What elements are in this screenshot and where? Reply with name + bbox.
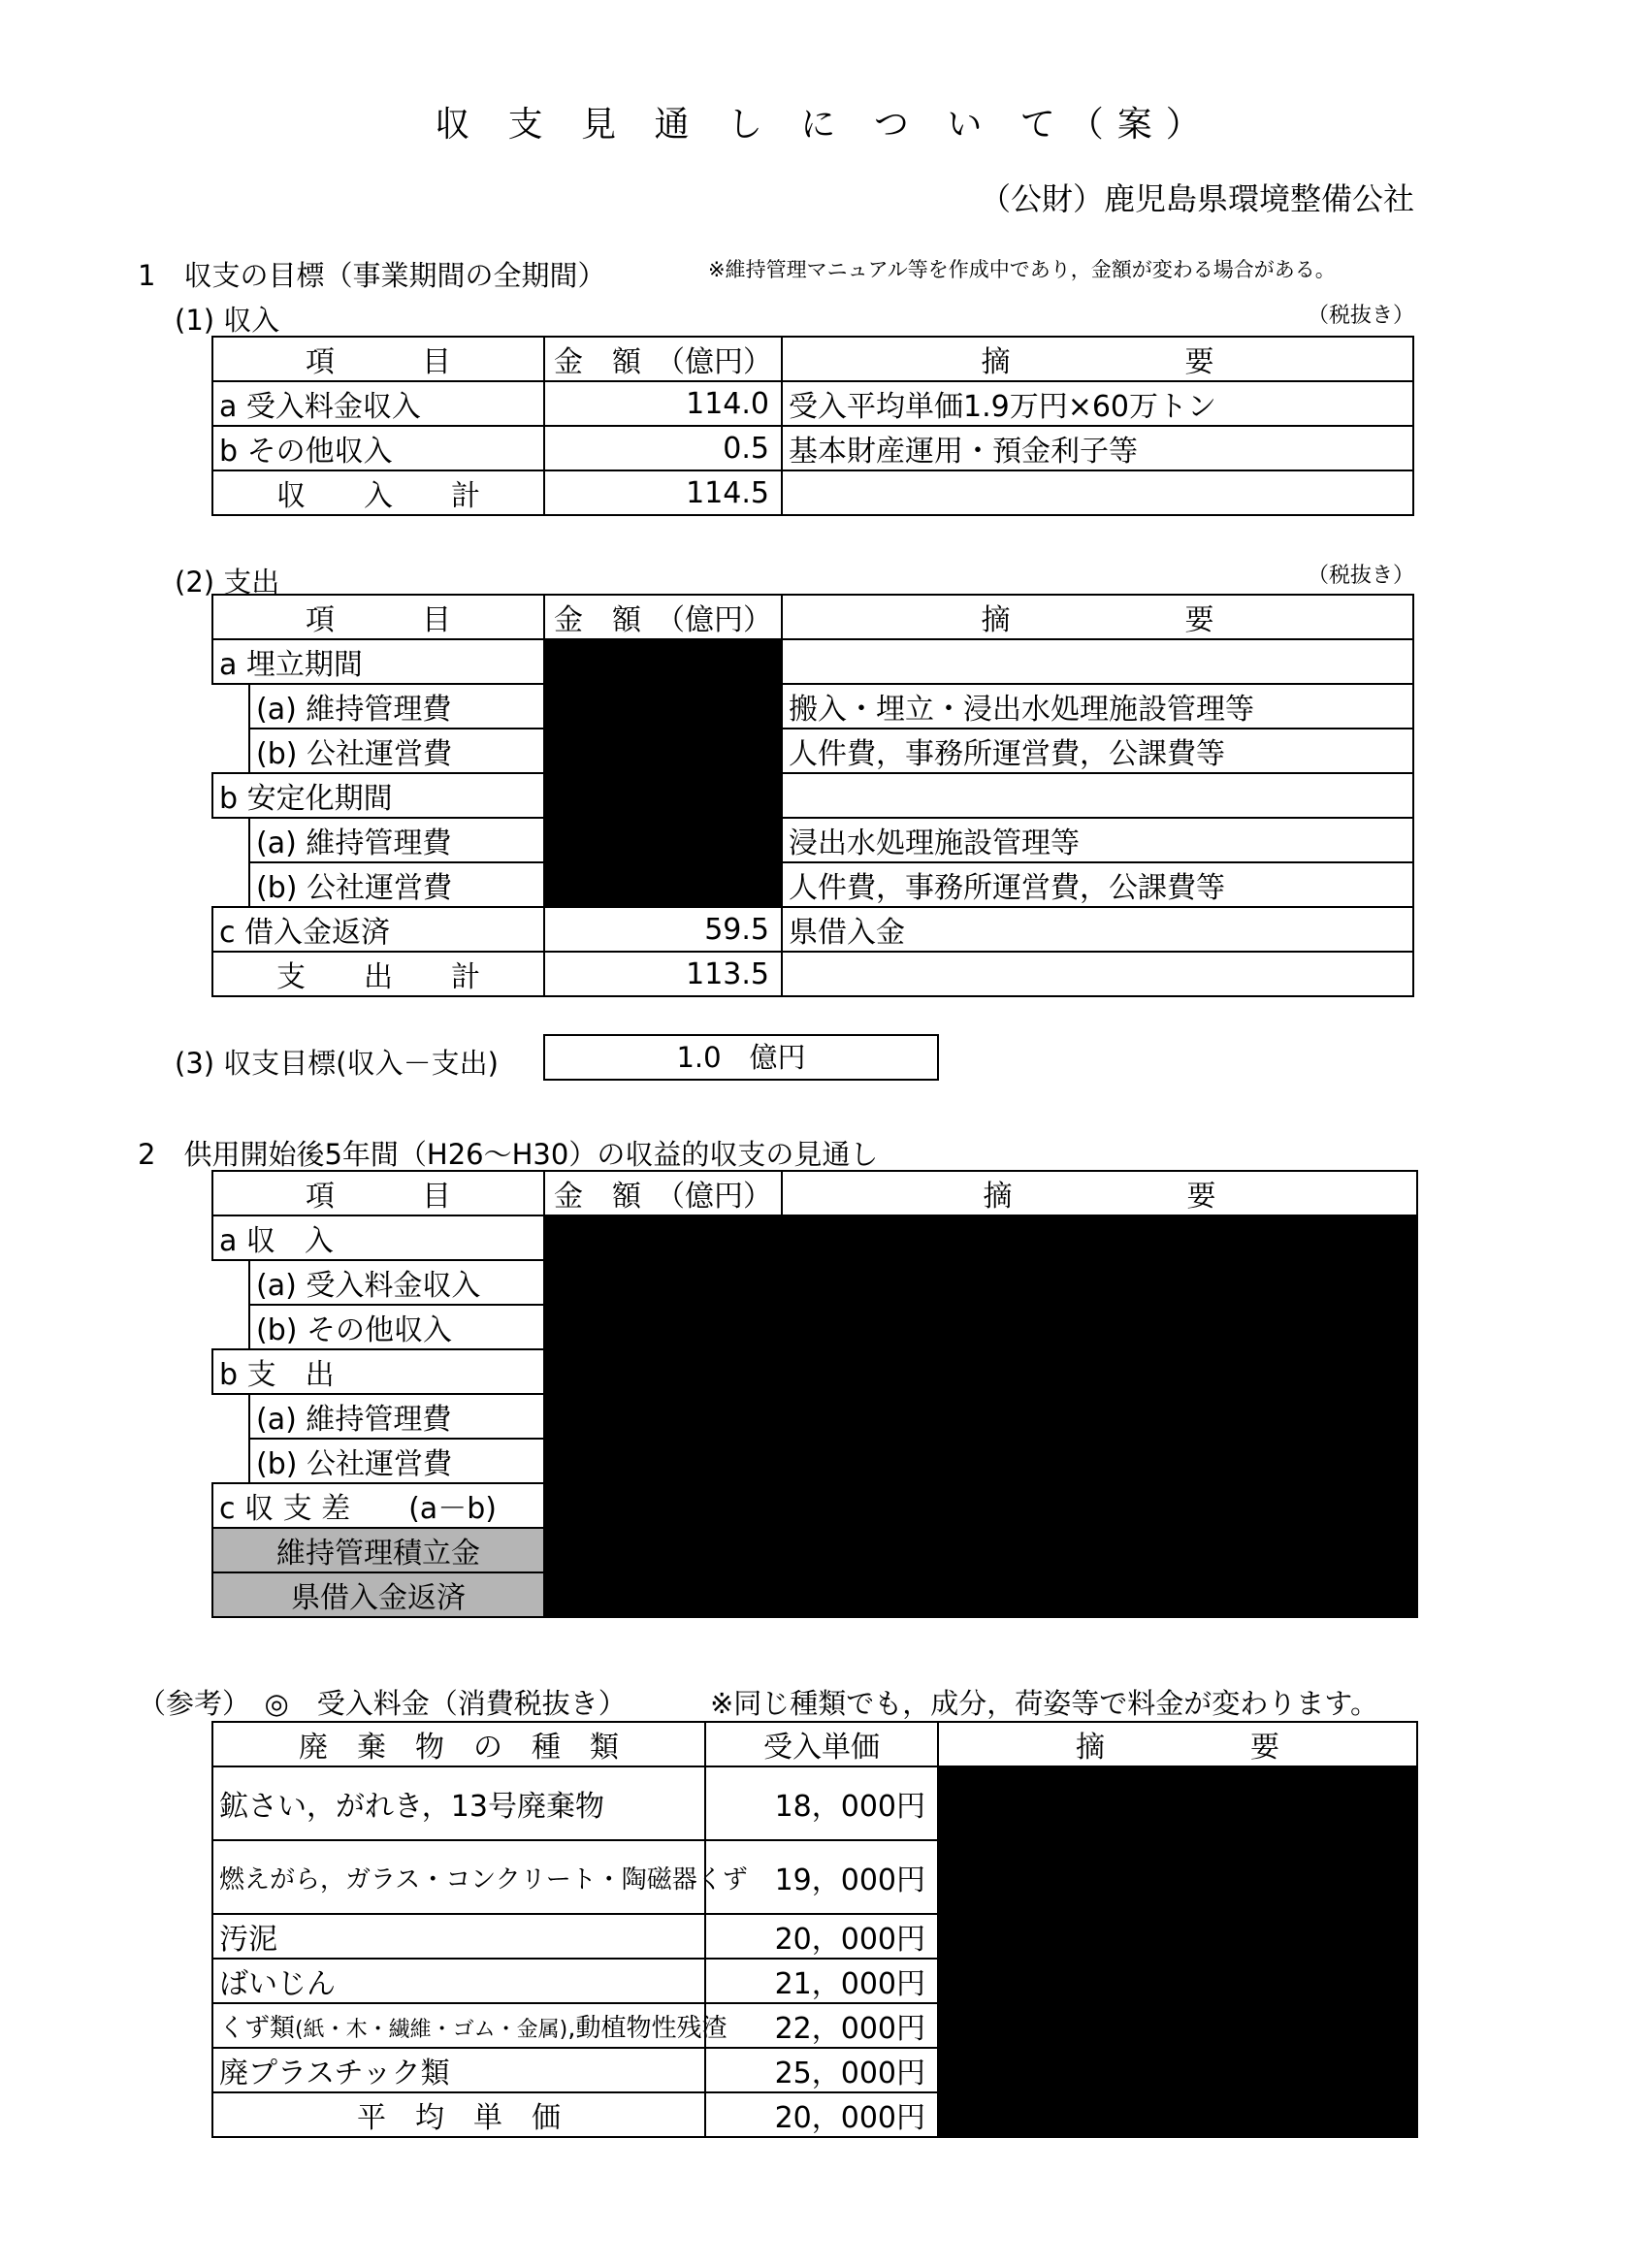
expense-summary: [782, 773, 1413, 818]
outlook-item: (a) 維持管理費: [249, 1394, 544, 1439]
header-summary: 摘 要: [782, 595, 1413, 639]
waste-type-main: くず類: [219, 2013, 296, 2043]
redacted-block: [938, 1766, 1417, 2137]
outlook-item: (b) その他収入: [249, 1305, 544, 1349]
expense-total-label: 支 出 計: [212, 952, 544, 996]
waste-type: 廃プラスチック類: [212, 2048, 705, 2092]
unit-price: 22，000円: [705, 2003, 938, 2048]
fee-table: [211, 1721, 1418, 2138]
expense-summary: 搬入・埋立・浸出水処理施設管理等: [782, 684, 1413, 729]
expense-item: b 安定化期間: [212, 773, 544, 818]
waste-type-detail: (紙・木・繊維・ゴム・金属): [295, 2017, 568, 2042]
expense-summary: 県借入金: [782, 907, 1413, 952]
expense-item: (a) 維持管理費: [249, 818, 544, 862]
table-row: [212, 729, 1413, 773]
expense-item: a 埋立期間: [212, 639, 544, 684]
outlook-item: c 収 支 差 (a－b): [212, 1483, 544, 1528]
waste-type: 燃えがら，ガラス・コンクリート・陶磁器くず: [212, 1840, 705, 1914]
table-row: [212, 773, 1413, 818]
income-tax-note: （税抜き）: [1308, 304, 1415, 328]
table-row: [212, 381, 1413, 426]
balance-value: 1.0 億円: [543, 1034, 939, 1081]
redacted-block: [544, 773, 782, 907]
outlook-item-shaded: 維持管理積立金: [212, 1528, 544, 1572]
income-table: [211, 336, 1414, 516]
unit-price: 19，000円: [705, 1840, 938, 1914]
section1-heading: 1 収支の目標（事業期間の全期間）: [138, 259, 606, 292]
section1-note: ※維持管理マニュアル等を作成中であり，金額が変わる場合がある。: [708, 258, 1336, 281]
redacted-block: [544, 639, 782, 773]
expense-item: (a) 維持管理費: [249, 684, 544, 729]
average-price-label: 平 均 単 価: [212, 2092, 705, 2137]
organization-name: （公財）鹿児島県環境整備公社: [979, 180, 1414, 217]
outlook-item-shaded: 県借入金返済: [212, 1572, 544, 1617]
income-summary: 受入平均単価1.9万円×60万トン: [782, 381, 1413, 426]
waste-type: 汚泥: [212, 1914, 705, 1959]
redacted-block: [782, 1215, 1417, 1617]
income-summary: 基本財産運用・預金利子等: [782, 426, 1413, 470]
outlook-table: [211, 1170, 1418, 1618]
table-row: [212, 818, 1413, 862]
header-amount: 金 額 （億円）: [544, 595, 782, 639]
expense-summary: 人件費，事務所運営費，公課費等: [782, 862, 1413, 907]
expense-heading: (2) 支出: [175, 566, 280, 599]
outlook-item: (a) 受入料金収入: [249, 1260, 544, 1305]
waste-type: [212, 2003, 728, 2048]
income-amount: 114.0: [544, 381, 782, 426]
unit-price: 21，000円: [705, 1959, 938, 2003]
unit-price: 25，000円: [705, 2048, 938, 2092]
income-total-label: 収 入 計: [212, 470, 544, 515]
header-amount: 金 額 （億円）: [544, 1171, 782, 1215]
expense-total-amount: 113.5: [544, 952, 782, 996]
header-item: 項 目: [212, 337, 544, 381]
table-row: [212, 952, 1413, 996]
income-amount: 0.5: [544, 426, 782, 470]
outlook-item: (b) 公社運営費: [249, 1439, 544, 1483]
page-title: 収 支 見 通 し に つ い て（案）: [435, 105, 1214, 145]
waste-type: ばいじん: [212, 1959, 705, 2003]
expense-item: c 借入金返済: [212, 907, 544, 952]
header-waste-type: 廃 棄 物 の 種 類: [212, 1722, 705, 1766]
table-row: [212, 1766, 1417, 1840]
header-item: 項 目: [212, 1171, 544, 1215]
expense-amount: 59.5: [544, 907, 782, 952]
table-row: [212, 684, 1413, 729]
outlook-item: b 支 出: [212, 1349, 544, 1394]
table-row: [212, 907, 1413, 952]
table-row: [212, 862, 1413, 907]
income-item: b その他収入: [212, 426, 544, 470]
redacted-block: [544, 1215, 782, 1617]
waste-type: 鉱さい，がれき，13号廃棄物: [212, 1766, 705, 1840]
header-summary: 摘 要: [782, 1171, 1417, 1215]
header-summary: 摘 要: [782, 337, 1413, 381]
expense-item: (b) 公社運営費: [249, 862, 544, 907]
expense-summary: [782, 639, 1413, 684]
expense-item: (b) 公社運営費: [249, 729, 544, 773]
income-summary: [782, 470, 1413, 515]
income-heading: (1) 収入: [175, 304, 280, 337]
header-unit-price: 受入単価: [705, 1722, 938, 1766]
reference-note: ※同じ種類でも，成分，荷姿等で料金が変わります。: [710, 1687, 1378, 1720]
outlook-item: a 収 入: [212, 1215, 544, 1260]
balance-label: (3) 収支目標(収入－支出): [175, 1047, 499, 1080]
expense-tax-note: （税抜き）: [1308, 564, 1415, 588]
section2-heading: 2 供用開始後5年間（H26～H30）の収益的収支の見通し: [138, 1138, 879, 1171]
expense-summary: 浸出水処理施設管理等: [782, 818, 1413, 862]
expense-summary: 人件費，事務所運営費，公課費等: [782, 729, 1413, 773]
expense-summary: [782, 952, 1413, 996]
table-row: [212, 1215, 1417, 1260]
table-row: [212, 639, 1413, 684]
table-row: [212, 470, 1413, 515]
expense-table: [211, 594, 1414, 997]
income-item: a 受入料金収入: [212, 381, 544, 426]
header-amount: 金 額 （億円）: [544, 337, 782, 381]
income-total-amount: 114.5: [544, 470, 782, 515]
unit-price: 20，000円: [705, 1914, 938, 1959]
header-item: 項 目: [212, 595, 544, 639]
table-row: [212, 426, 1413, 470]
unit-price: 18，000円: [705, 1766, 938, 1840]
header-summary: 摘 要: [938, 1722, 1417, 1766]
average-price: 20，000円: [705, 2092, 938, 2137]
reference-label: （参考） ◎ 受入料金（消費税抜き）: [138, 1687, 627, 1720]
waste-type-tail: ,動植物性残渣: [567, 2013, 728, 2043]
